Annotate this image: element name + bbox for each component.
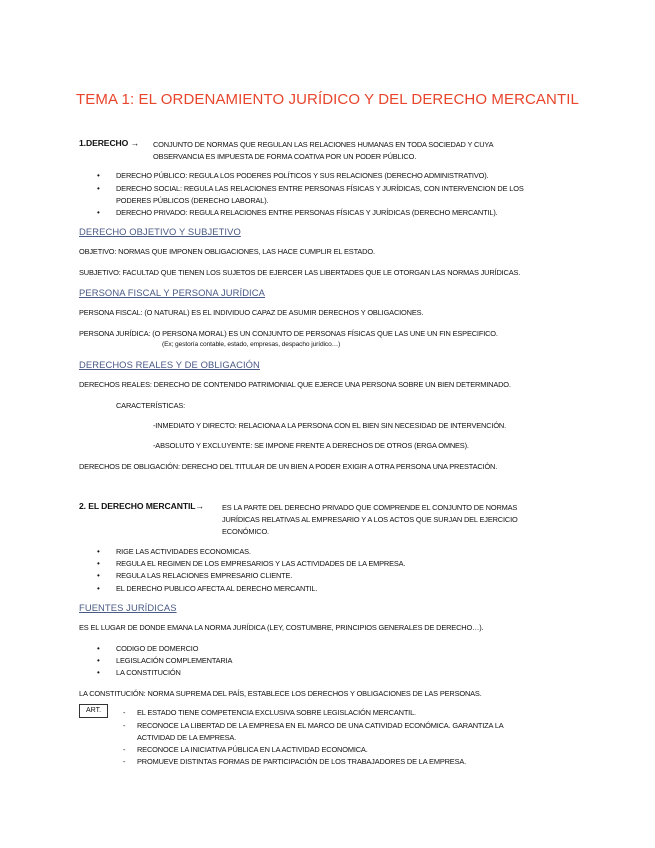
section2-definition-line1: ES LA PARTE DEL DERECHO PRIVADO QUE COMPRENDE EL CONJUNTO DE NORMAS [222,503,518,512]
persona-juridica-example: (Ex; gestoría contable, estado, empresas, despacho jurídico…) [162,341,341,348]
list-item-continuation: PODERES PÚBLICOS (DERECHO LABORAL). [116,196,269,205]
list-item: - PROMUEVE DISTINTAS FORMAS DE PARTICIPACIÓN DE LOS TRABAJADORES DE LA EMPRESA. [137,757,466,766]
subsection-heading-personas: PERSONA FISCAL Y PERSONA JURÍDICA [79,287,265,298]
section1-definition-line2: OBSERVANCIA ES IMPUESTA DE FORMA COATIVA POR UN PODER PÚBLICO. [153,152,417,161]
caracteristica-1: -INMEDIATO Y DIRECTO: RELACIONA A LA PERSONA CON EL BIEN SIN NECESIDAD DE INTERVENCIÓN. [153,421,507,430]
list-item: - EL ESTADO TIENE COMPETENCIA EXCLUSIVA SOBRE LEGISLACIÓN MERCANTIL. [137,708,416,717]
section2-definition-line3: ECONÓMICO. [222,527,269,536]
list-item: • RIGE LAS ACTIVIDADES ECONOMICAS. [116,547,251,556]
caracteristicas-label: CARACTERÍSTICAS: [116,401,186,410]
section2-definition-line2: JURÍDICAS RELATIVAS AL EMPRESARIO Y A LOS ACTOS QUE SURJAN DEL EJERCICIO [222,515,518,524]
persona-juridica-text: PERSONA JURÍDICA: (O PERSONA MORAL) ES UN CONJUNTO DE PERSONAS FÍSICAS QUE LAS UNE UN FIN ESPECIFICO. [79,329,498,338]
section1-heading: 1.DERECHO → [79,138,140,148]
list-item: • LA CONSTITUCIÓN [116,668,181,677]
list-item: • DERECHO PÚBLICO: REGULA LOS PODERES POLÍTICOS Y SUS RELACIONES (DERECHO ADMINISTRATIVO). [116,171,488,180]
list-item: - RECONOCE LA INICIATIVA PÚBLICA EN LA ACTIVIDAD ECONOMICA. [137,745,368,754]
list-item: • REGULA LAS RELACIONES EMPRESARIO CLIENTE. [116,571,292,580]
subsection-heading-derechos-reales: DERECHOS REALES Y DE OBLIGACIÓN [79,359,260,370]
list-item: • LEGISLACIÓN COMPLEMENTARIA [116,656,232,665]
list-item: - RECONOCE LA LIBERTAD DE LA EMPRESA EN EL MARCO DE UNA CATIVIDAD ECONÓMICA. GARANTIZA LA [137,721,504,730]
list-item: • REGULA EL REGIMEN DE LOS EMPRESARIOS Y LAS ACTIVIDADES DE LA EMPRESA. [116,559,405,568]
objetivo-text: OBJETIVO: NORMAS QUE IMPONEN OBLIGACIONES, LAS HACE CUMPLIR EL ESTADO. [79,247,375,256]
list-item: • DERECHO PRIVADO: REGULA RELACIONES ENTRE PERSONAS FÍSICAS Y JURÍDICAS (DERECHO MERCANTIL). [116,208,498,217]
constitucion-text: LA CONSTITUCIÓN: NORMA SUPREMA DEL PAÍS, ESTABLECE LOS DERECHOS Y OBLIGACIONES DE LAS PERSONAS. [79,689,482,698]
page-title: TEMA 1: EL ORDENAMIENTO JURÍDICO Y DEL DERECHO MERCANTIL [76,91,579,108]
subsection-heading-fuentes: FUENTES JURÍDICAS [79,602,177,613]
subjetivo-text: SUBJETIVO: FACULTAD QUE TIENEN LOS SUJETOS DE EJERCER LAS LIBERTADES QUE LE OTORGAN LAS NORMAS JURÍDICAS. [79,268,521,277]
list-item-continuation: ACTIVIDAD DE LA EMPRESA. [137,733,237,742]
fuentes-definition: ES EL LUGAR DE DONDE EMANA LA NORMA JURÍDICA (LEY, COSTUMBRE, PRINCIPIOS GENERALES DE DERECHO…). [79,623,484,632]
derechos-obligacion-text: DERECHOS DE OBLIGACIÓN: DERECHO DEL TITULAR DE UN BIEN A PODER EXIGIR A OTRA PERSONA UNA PRESTACIÓN. [79,462,498,471]
section1-definition-line1: CONJUNTO DE NORMAS QUE REGULAN LAS RELACIONES HUMANAS EN TODA SOCIEDAD Y CUYA [153,140,494,149]
derechos-reales-text: DERECHOS REALES: DERECHO DE CONTENIDO PATRIMONIAL QUE EJERCE UNA PERSONA SOBRE UN BIEN DETERMINADO. [79,380,511,389]
list-item: • EL DERECHO PUBLICO AFECTA AL DERECHO MERCANTIL. [116,584,317,593]
persona-fiscal-text: PERSONA FISCAL: (O NATURAL) ES EL INDIVIDUO CAPAZ DE ASUMIR DERECHOS Y OBLIGACIONES. [79,308,424,317]
caracteristica-2: -ABSOLUTO Y EXCLUYENTE: SE IMPONE FRENTE A DERECHOS DE OTROS (ERGA OMNES). [153,441,469,450]
art-box-label: ART. [79,704,108,718]
list-item: • DERECHO SOCIAL: REGULA LAS RELACIONES ENTRE PERSONAS FÍSICAS Y JURÍDICAS, CON INTERVENCION DE LOS [116,184,524,193]
subsection-heading-objetivo-subjetivo: DERECHO OBJETIVO Y SUBJETIVO [79,226,241,237]
list-item: • CODIGO DE DOMERCIO [116,644,198,653]
section2-heading: 2. EL DERECHO MERCANTIL→ [79,501,204,511]
